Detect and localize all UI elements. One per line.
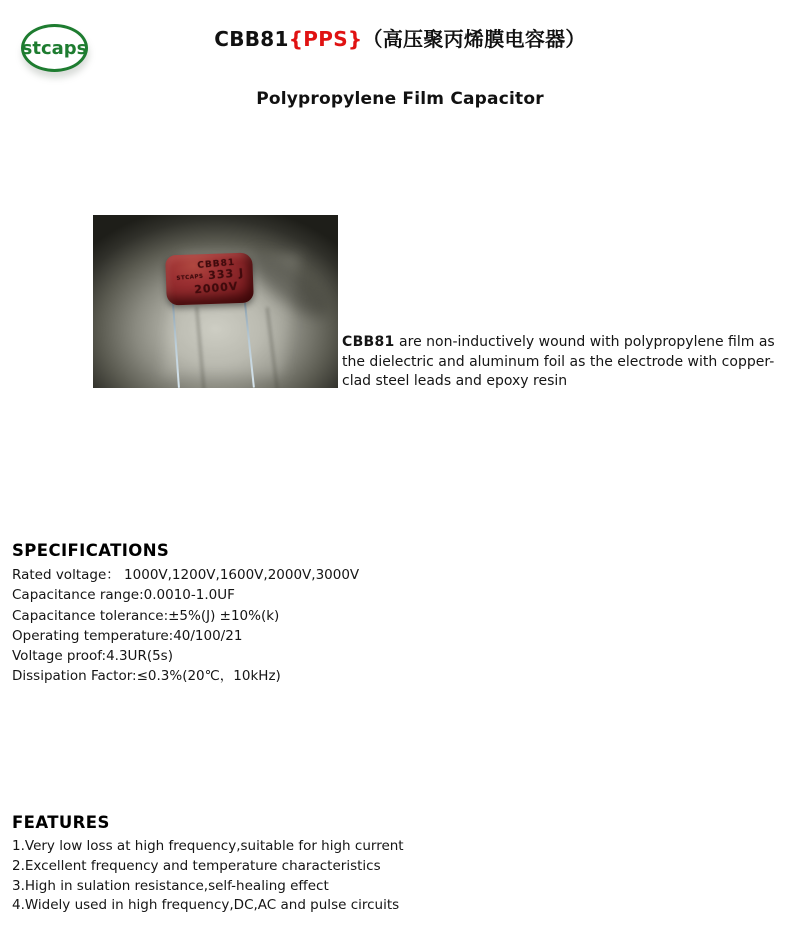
product-description [342, 333, 800, 392]
description-text: are non-inductively wound with polypropylene film as the dielectric and aluminum foil as the electrode with copper-clad steel leads and epoxy resin [342, 334, 775, 389]
capacitor-marking-brand: STCAPS [176, 273, 204, 283]
feature-item-1: 1.Very low loss at high frequency,suitable for high current [12, 838, 404, 854]
spec-capacitance-tolerance: Capacitance tolerance:±5%(J) ±10%(k) [12, 607, 280, 624]
specifications-heading: SPECIFICATIONS [12, 541, 170, 560]
specifications-section [12, 541, 359, 687]
stcaps-logo-text: stcaps [21, 37, 88, 59]
page-title [0, 23, 800, 52]
feature-item-3: 3.High in sulation resistance,self-healing effect [12, 877, 329, 894]
title-chinese: （高压聚丙烯膜电容器） [362, 27, 586, 51]
capacitor-marking-code: 333 J [207, 266, 245, 283]
spec-rated-voltage: Rated voltage： 1000V,1200V,1600V,2000V,3000V [12, 567, 360, 583]
spec-capacitance-range: Capacitance range:0.0010-1.0UF [12, 587, 235, 604]
capacitor-marking-model: CBB81 [197, 257, 236, 272]
title-series-tag: {PPS} [288, 27, 363, 51]
description-model-bold: CBB81 [342, 334, 395, 350]
spec-dissipation-factor: Dissipation Factor:≤0.3%(20℃，10kHz) [12, 668, 281, 685]
spec-operating-temperature: Operating temperature:40/100/21 [12, 627, 243, 644]
capacitor-markings [169, 257, 253, 300]
feature-item-4: 4.Widely used in high frequency,DC,AC and pulse circuits [12, 897, 400, 914]
feature-item-2: 2.Excellent frequency and temperature characteristics [12, 857, 381, 874]
capacitor-body [165, 252, 254, 305]
capacitor-marking-voltage: 2000V [193, 279, 239, 297]
page-subtitle: Polypropylene Film Capacitor [256, 89, 544, 109]
spec-voltage-proof: Voltage proof:4.3UR(5s) [12, 648, 173, 665]
title-model: CBB81 [214, 27, 289, 51]
product-photo [93, 215, 338, 388]
features-heading: FEATURES [12, 813, 110, 832]
features-section [12, 813, 404, 916]
